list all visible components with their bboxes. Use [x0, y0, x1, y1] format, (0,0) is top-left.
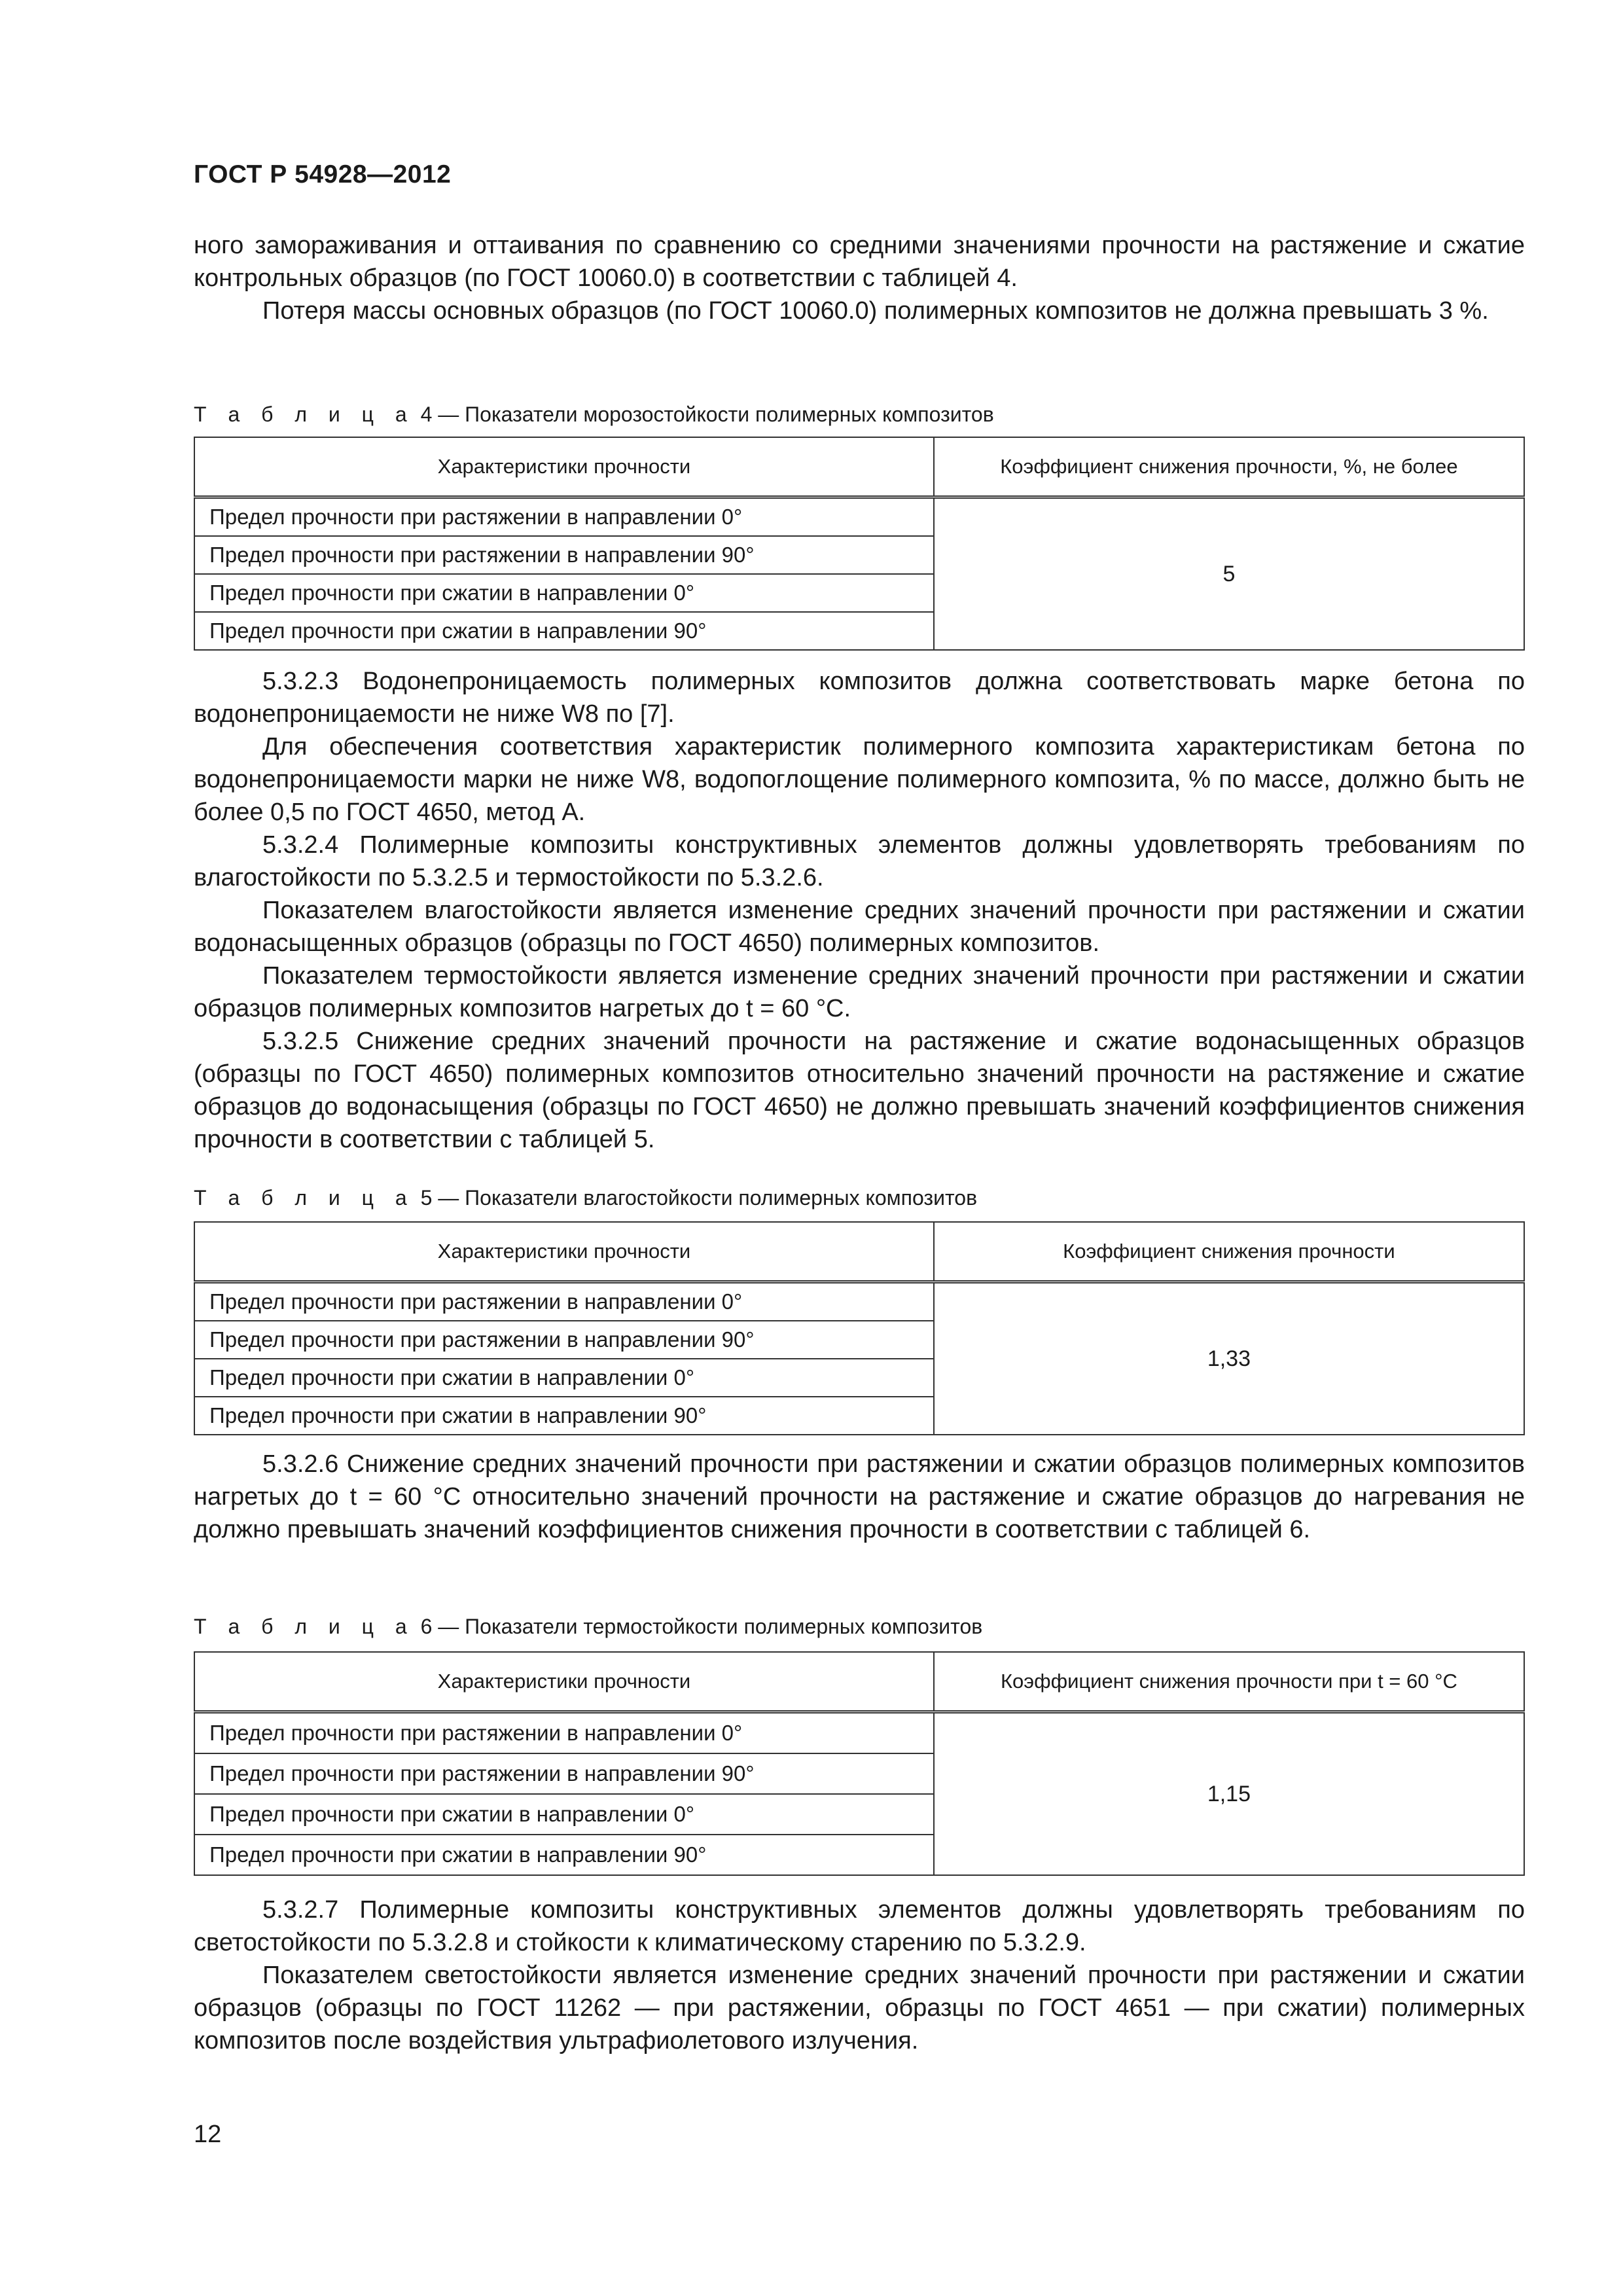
section3-block	[194, 1448, 1525, 1546]
page-number: 12	[194, 2121, 222, 2148]
section2-paragraph-4: Показателем влагостойкости является изменение средних значений прочности при растяжении и сжатии водонасыщенных образцов (образцы по ГОСТ 4650) полимерных композитов.	[194, 897, 1525, 957]
table6-value: 1,15	[934, 1712, 1524, 1876]
table4-title: 4 — Показатели морозостойкости полимерных композитов	[414, 403, 994, 426]
table4-row-label: Предел прочности при растяжении в направлении 90°	[194, 536, 934, 574]
table6-row-label: Предел прочности при сжатии в направлении 90°	[194, 1835, 934, 1875]
table4-row-label: Предел прочности при растяжении в направлении 0°	[194, 497, 934, 537]
table4-row-label: Предел прочности при сжатии в направлении 90°	[194, 612, 934, 650]
table4-caption	[194, 401, 1525, 427]
table4-row-label: Предел прочности при сжатии в направлении 0°	[194, 574, 934, 612]
table6-row-label: Предел прочности при растяжении в направлении 0°	[194, 1712, 934, 1754]
table4-header-col2: Коэффициент снижения прочности, %, не более	[934, 437, 1524, 497]
table6-row-label: Предел прочности при растяжении в направлении 90°	[194, 1753, 934, 1794]
table4	[194, 437, 1525, 651]
section2-paragraph-2: Для обеспечения соответствия характеристик полимерного композита характеристикам бетона по водонепроницаемости марки не ниже W8, водопоглощение полимерного композита, % по массе, должно быть не более 0,5 по ГОСТ 4650, метод А.	[194, 733, 1525, 826]
table5-row-label: Предел прочности при сжатии в направлении 90°	[194, 1397, 934, 1435]
intro-block	[194, 229, 1525, 327]
table5	[194, 1221, 1525, 1435]
intro-paragraph-1: ного замораживания и оттаивания по сравнению со средними значениями прочности на растяжение и сжатие контрольных образцов (по ГОСТ 10060.0) в соответствии с таблицей 4.	[194, 232, 1525, 292]
table6-header-col2: Коэффициент снижения прочности при t = 60 °С	[934, 1652, 1524, 1712]
table4-label: Т а б л и ц а	[194, 403, 415, 426]
section2-block	[194, 665, 1525, 1156]
intro-paragraph-2: Потеря массы основных образцов (по ГОСТ 10060.0) полимерных композитов не должна превышать 3 %.	[262, 297, 1489, 325]
table6-title: 6 — Показатели термостойкости полимерных композитов	[414, 1615, 983, 1638]
table6	[194, 1651, 1525, 1876]
section4-block	[194, 1893, 1525, 2057]
table6-header-col1: Характеристики прочности	[194, 1652, 934, 1712]
section2-paragraph-1: 5.3.2.3 Водонепроницаемость полимерных композитов должна соответствовать марке бетона по водонепроницаемости не ниже W8 по [7].	[194, 668, 1525, 728]
table4-value: 5	[934, 497, 1524, 651]
table4-header-col1: Характеристики прочности	[194, 437, 934, 497]
table6-caption	[194, 1613, 1525, 1640]
section4-paragraph-1: 5.3.2.7 Полимерные композиты конструктивных элементов должны удовлетворять требованиям по светостойкости по 5.3.2.8 и стойкости к климатическому старению по 5.3.2.9.	[194, 1896, 1525, 1956]
table5-value: 1,33	[934, 1282, 1524, 1435]
table5-caption	[194, 1185, 1525, 1211]
section3-paragraph-1: 5.3.2.6 Снижение средних значений прочности при растяжении и сжатии образцов полимерных композитов нагретых до t = 60 °С относительно значений прочности на растяжение и сжатие образцов до нагревания не должно превышать значений коэффициентов снижения прочности в соответствии с таблицей 6.	[194, 1450, 1525, 1543]
table6-label: Т а б л и ц а	[194, 1615, 415, 1638]
table5-row-label: Предел прочности при растяжении в направлении 0°	[194, 1282, 934, 1321]
table5-label: Т а б л и ц а	[194, 1186, 415, 1210]
section2-paragraph-3: 5.3.2.4 Полимерные композиты конструктивных элементов должны удовлетворять требованиям по влагостойкости по 5.3.2.5 и термостойкости по 5.3.2.6.	[194, 831, 1525, 891]
section2-paragraph-5: Показателем термостойкости является изменение средних значений прочности при растяжении и сжатии образцов полимерных композитов нагретых до t = 60 °С.	[194, 962, 1525, 1022]
document-header: ГОСТ Р 54928—2012	[194, 160, 452, 188]
table6-row-label: Предел прочности при сжатии в направлении 0°	[194, 1794, 934, 1835]
section4-paragraph-2: Показателем светостойкости является изменение средних значений прочности при растяжении и сжатии образцов (образцы по ГОСТ 11262 — при растяжении, образцы по ГОСТ 4651 — при сжатии) полимерных композитов после воздействия ультрафиолетового излучения.	[194, 1962, 1525, 2054]
table5-title: 5 — Показатели влагостойкости полимерных композитов	[414, 1186, 978, 1210]
section2-paragraph-6: 5.3.2.5 Снижение средних значений прочности на растяжение и сжатие водонасыщенных образцов (образцы по ГОСТ 4650) полимерных композитов относительно значений прочности на растяжение и сжатие образцов до водонасыщения (образцы по ГОСТ 4650) не должно превышать значений коэффициентов снижения прочности в соответствии с таблицей 5.	[194, 1028, 1525, 1153]
table5-header-col1: Характеристики прочности	[194, 1222, 934, 1282]
table5-row-label: Предел прочности при сжатии в направлении 0°	[194, 1359, 934, 1397]
table5-row-label: Предел прочности при растяжении в направлении 90°	[194, 1321, 934, 1359]
table5-header-col2: Коэффициент снижения прочности	[934, 1222, 1524, 1282]
